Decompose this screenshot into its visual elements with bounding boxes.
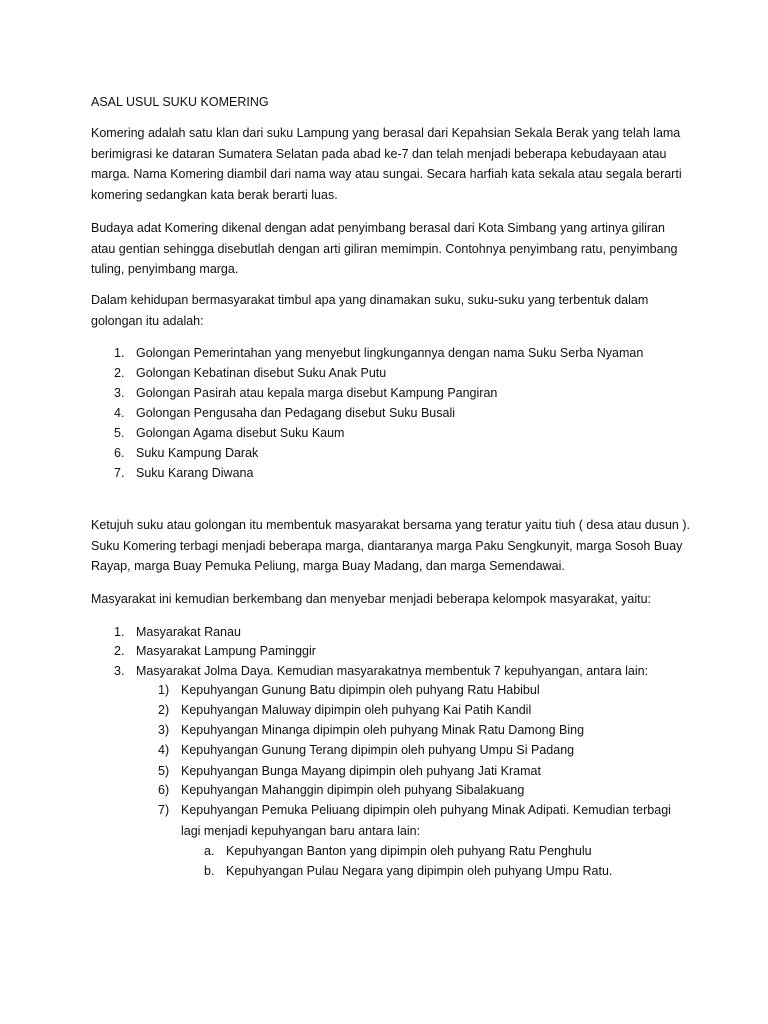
document-page: ASAL USUL SUKU KOMERING Komering adalah satu klan dari suku Lampung yang berasal dari Kepahsian Sekala Berak yang telah lama berimigrasi ke dataran Sumatera Selatan pada abad ke-7 dan telah menjadi beberapa kebudayaan atau marga. Nama Komering diambil dari nama way atau sungai. Secara harfiah kata sekala atau segala berarti komering sedangkan kata berak berarti luas. Budaya adat Komering dikenal dengan adat penyimbang berasal dari Kota Simbang yang artinya giliran atau gentian sehingga disebutlah dengan arti giliran memimpin. Contohnya penyimbang ratu, penyimbang tuling, penyimbang marga. Dalam kehidupan bermasyarakat timbul apa yang dinamakan suku, suku-suku yang terbentuk dalam golongan itu adalah: 1. Golongan Pemerintahan yang menyebut lingkungannya dengan nama Suku Serba Nyaman 2. Golongan Kebatinan disebut Suku Anak Putu 3. Golongan Pasirah atau kepala marga disebut Kampung Pangiran 4. Golongan Pengusaha dan Pedagang disebut Suku Busali 5. Golongan Agama disebut Suku Kaum 6. Suku Kampung Darak 7. Suku Karang Diwana Ketujuh suku atau golongan itu membentuk masyarakat bersama yang teratur yaitu tiuh ( desa atau dusun ). Suku Komering terbagi menjadi beberapa marga, diantaranya marga Paku Sengkunyit, marga Sosoh Buay Rayap, marga Buay Pemuka Peliung, marga Buay Madang, dan marga Semendawai. Masyarakat ini kemudian berkembang dan menyebar menjadi beberapa kelompok masyarakat, yaitu: 1. Masyarakat Ranau 2. Masyarakat Lampung Paminggir 3. Masyarakat Jolma Daya. Kemudian masyarakatnya membentuk 7 kepuhyangan, antara lain: 1) Kepuhyangan Gunung Batu dipimpin oleh puhyang Ratu Habibul 2) Kepuhyangan Maluway dipimpin oleh puhyang Kai Patih Kandil 3) Kepuhyangan Minanga dipimpin oleh puhyang Minak Ratu Damong Bing 4) Kepuhyangan Gunung Terang dipimpin oleh puhyang Umpu Si Padang 5) Kepuhyangan Bunga Mayang dipimpin oleh puhyang Jati Kramat 6) Kepuhyangan Mahanggin dipimpin oleh puhyang Sibalakuang 7) Kepuhyangan Pemuka Peliuang dipimpin oleh puhyang Minak Adipati. Kemudian terbagi lagi menjadi kepuhyangan baru antara lain: a. Kepuhyangan Banton yang dipimpin oleh puhyang Ratu Penghulu b. Kepuhyangan Pulau Negara yang dipimpin oleh puhyang Umpu Ratu. <box>91 95 690 878</box>
paragraph-suku-intro: Dalam kehidupan bermasyarakat timbul apa yang dinamakan suku, suku-suku yang terbentuk dalam golongan itu adalah: <box>91 293 649 328</box>
paragraph-adat: Budaya adat Komering dikenal dengan adat penyimbang berasal dari Kota Simbang yang artinya giliran atau gentian sehingga disebutlah dengan arti giliran memimpin. Contohnya penyimbang ratu, penyimbang tuling, penyimbang marga. <box>91 221 678 276</box>
paragraph-origin: Komering adalah satu klan dari suku Lampung yang berasal dari Kepahsian Sekala Berak yang telah lama berimigrasi ke dataran Sumatera Selatan pada abad ke-7 dan telah menjadi beberapa kebudayaan atau marga. Nama Komering diambil dari nama way atau sungai. Secara harfiah kata sekala atau segala berarti komering sedangkan kata berak berarti luas. <box>91 126 682 202</box>
paragraph-kelompok-intro: Masyarakat ini kemudian berkembang dan menyebar menjadi beberapa kelompok masyarakat, yaitu: <box>91 592 652 606</box>
paragraph-marga: Ketujuh suku atau golongan itu membentuk masyarakat bersama yang teratur yaitu tiuh ( desa atau dusun ). Suku Komering terbagi menjadi beberapa marga, diantaranya marga Paku Sengkunyit, marga Sosoh Buay Rayap, marga Buay Pemuka Peliung, marga Buay Madang, dan marga Semendawai. <box>91 518 690 573</box>
list-item-continuation: lagi menjadi kepuhyangan baru antara lain: <box>181 824 421 838</box>
document-title: ASAL USUL SUKU KOMERING <box>91 95 269 109</box>
